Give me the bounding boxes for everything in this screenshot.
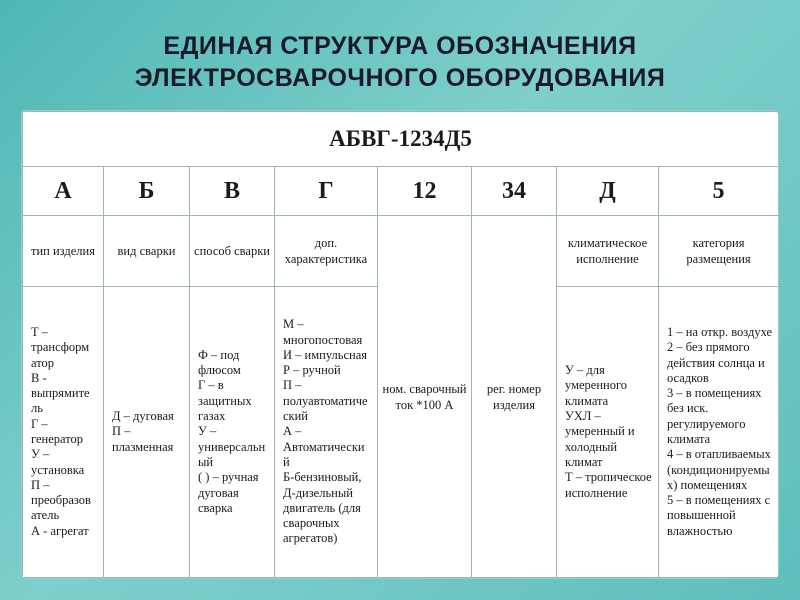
detail-line: генератор [31,432,84,446]
detail-line: атель [31,508,60,523]
detail-line: ский [283,409,308,424]
detail-line: ый [198,454,214,469]
detail-line: флюсом [198,363,241,378]
detail-line: 5 – в помещениях с [667,493,771,508]
detail-line: климата [667,432,711,446]
label-a: тип изделия [23,216,104,287]
detail-line: полуавтоматиче [283,393,368,408]
label-v: способ сварки [190,216,275,287]
detail-line: защитных [198,393,252,408]
detail-line: умеренного [565,378,628,393]
detail-line: осадков [667,370,709,385]
detail-line: Т – [31,324,49,339]
detail-line: 4 – в отапливаемых [667,447,771,462]
slide-title [0,30,800,94]
label-b: вид сварки [104,216,190,287]
detail-line: климата [565,393,609,408]
labels-row [23,216,779,287]
detail-line: повышенной [667,508,736,523]
letter-12: 12 [378,167,472,216]
detail-line: Б-бензиновый, [283,470,362,485]
detail-line: без иск. [667,401,709,416]
title-line-2: ЭЛЕКТРОСВАРОЧНОГО ОБОРУДОВАНИЯ [134,64,666,92]
detail-line: ( ) – ручная [198,470,259,485]
designation-code: АБВГ-1234Д5 [23,112,779,167]
detail-line: Р – ручной [283,363,341,378]
detail-line: А – [283,424,302,439]
details-5 [659,287,779,578]
detail-line: П – [283,378,302,393]
details-d [557,287,659,578]
designation-table-container [22,111,778,578]
detail-line: ль [31,401,43,416]
detail-line: умеренный и [565,424,635,439]
detail-line: П – [112,424,131,439]
detail-line: преобразов [31,493,91,508]
detail-line: У – [198,424,217,439]
letter-v: В [190,167,275,216]
detail-line: трансформ [31,340,90,355]
header-row [23,112,779,167]
detail-line: У – [31,447,50,462]
detail-line: 3 – в помещениях [667,386,762,401]
detail-line: действия солнца и [667,355,765,370]
letter-a: А [23,167,104,216]
letter-b: Б [104,167,190,216]
letter-d: Д [557,167,659,216]
details-a [23,287,104,578]
detail-line: установка [31,462,85,477]
detail-line: УХЛ – [565,409,601,424]
detail-line: универсальн [198,439,266,454]
detail-line: сварка [198,500,233,515]
merged-cell-12: ном. сварочный ток *100 А [378,216,472,578]
detail-line: регулируемого [667,416,746,431]
detail-line: выпрямите [31,386,90,401]
letter-34: 34 [472,167,557,216]
detail-line: 2 – без прямого [667,340,750,355]
detail-line: холодный [565,439,618,454]
detail-line: М – [283,317,304,332]
detail-line: сварочных [283,516,340,531]
detail-line: климат [565,454,603,469]
detail-line: У – для [565,363,605,378]
detail-line: Г – [31,416,48,431]
detail-line: дуговая [198,485,239,500]
letters-row [23,167,779,216]
detail-line: й [283,454,290,469]
detail-line: агрегатов) [283,531,338,546]
label-g: доп. характеристика [275,216,378,287]
detail-line: Г – в [198,378,224,393]
detail-line: П – [31,477,50,492]
details-g [275,287,378,578]
title-line-1: ЕДИНАЯ СТРУКТУРА ОБОЗНАЧЕНИЯ [163,32,637,60]
detail-line: газах [198,409,226,424]
detail-line: Д – дуговая [112,409,174,424]
merged-cell-34: рег. номер изделия [472,216,557,578]
detail-line: двигатель (для [283,500,361,515]
designation-table [22,111,778,578]
detail-line: х) помещениях [667,477,748,492]
detail-line: Д-дизельный [283,485,353,500]
detail-line: (кондиционируемы [667,462,770,477]
detail-line: атор [31,355,55,370]
detail-line: В - [31,370,47,385]
detail-line: влажностью [667,523,733,538]
letter-g: Г [275,167,378,216]
details-b [104,287,190,578]
detail-line: плазменная [112,439,174,454]
detail-line: Ф – под [198,347,240,362]
detail-line: исполнение [565,485,628,500]
detail-line: А - агрегат [31,523,89,538]
letter-5: 5 [659,167,779,216]
detail-line: Т – тропическое [565,470,652,485]
detail-line: И – импульсная [283,347,367,362]
label-d: климатическое исполнение [557,216,659,287]
detail-line: 1 – на откр. воздухе [667,324,773,339]
label-5: категория размещения [659,216,779,287]
details-v [190,287,275,578]
detail-line: Автоматически [283,439,365,454]
detail-line: многопостовая [283,332,363,347]
